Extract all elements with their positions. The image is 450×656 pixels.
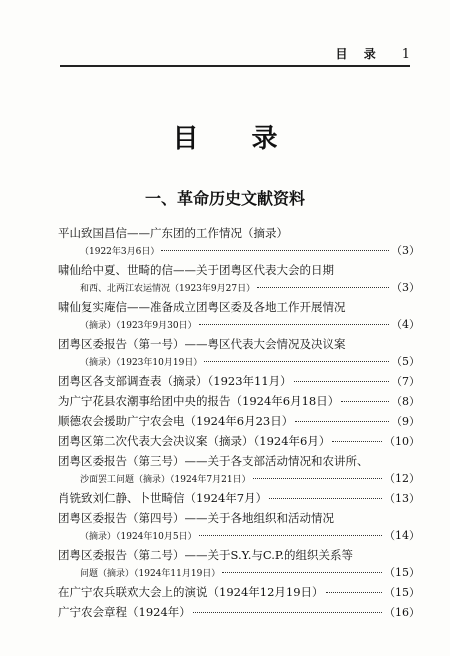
dot-leader [295, 420, 389, 422]
toc-page-number: （8） [391, 395, 420, 408]
toc-entry-continuation: 和西、北两江农运情况（1923年9月27日） [80, 284, 256, 294]
dot-leader [222, 571, 382, 573]
toc-entry[interactable] [58, 336, 420, 370]
toc-entry-title: 啸仙给中夏、世畸的信——关于团粤区代表大会的日期 [58, 263, 334, 277]
toc-entry-title: 团粤区委报告（第二号）——关于S.Y.与C.P.的组织关系等 [58, 548, 353, 562]
toc-entry[interactable] [58, 299, 420, 333]
toc-entry[interactable] [58, 225, 420, 259]
header-page-number: 1 [401, 47, 410, 62]
table-of-contents [58, 225, 420, 624]
toc-entry-continuation: （1922年3月6日） [80, 247, 160, 257]
toc-entry-title: 在广宁农兵联欢大会上的演说（1924年12月19日） [58, 585, 324, 599]
dot-leader [199, 534, 382, 536]
dot-leader [294, 380, 389, 382]
dot-leader [199, 323, 389, 325]
toc-page-number: （9） [391, 415, 420, 428]
dot-leader [253, 477, 382, 479]
dot-leader [204, 360, 389, 362]
toc-page-number: （15） [384, 566, 420, 579]
toc-entry[interactable] [58, 604, 420, 621]
page-title: 目 录 [172, 124, 300, 154]
dot-leader [341, 400, 389, 402]
dot-leader [257, 286, 389, 288]
toc-entry[interactable] [58, 393, 420, 410]
toc-entry-title: 平山致国昌信——广东团的工作情况（摘录） [58, 226, 288, 240]
toc-entry-title: 肖铣致刘仁静、卜世畸信（1924年7月） [58, 491, 268, 505]
toc-page-number: （14） [384, 529, 420, 542]
toc-entry[interactable] [58, 262, 420, 296]
running-header [60, 40, 410, 67]
toc-page-number: （3） [391, 244, 420, 257]
dot-leader [269, 497, 382, 499]
toc-page-number: （4） [391, 318, 420, 331]
toc-entry[interactable] [58, 373, 420, 390]
toc-page-number: （10） [384, 435, 420, 448]
toc-page-number: （13） [384, 492, 420, 505]
toc-page-number: （3） [391, 281, 420, 294]
toc-page-number: （16） [384, 606, 420, 619]
toc-page-number: （15） [384, 586, 420, 599]
toc-entry-title: 广宁农会章程（1924年） [58, 605, 191, 619]
toc-entry-title: 为广宁花县农潮事给团中央的报告（1924年6月18日） [58, 394, 340, 408]
header-title: 目 录 [335, 47, 382, 61]
dot-leader [332, 440, 382, 442]
toc-entry-title: 团粤区第二次代表大会决议案（摘录）（1924年6月） [58, 434, 331, 448]
toc-entry[interactable] [58, 453, 420, 487]
section-heading: 一、革命历史文献资料 [144, 189, 305, 208]
toc-entry-continuation: （摘录）（1923年9月30日） [80, 321, 197, 331]
toc-entry[interactable] [58, 490, 420, 507]
dot-leader [326, 591, 382, 593]
dot-leader [193, 611, 382, 613]
toc-entry-continuation: （摘录）（1924年10月5日） [80, 532, 197, 542]
toc-entry-title: 团粤区委报告（第一号）——粤区代表大会情况及决议案 [58, 337, 346, 351]
toc-page-number: （12） [384, 472, 420, 485]
toc-entry-continuation: 沙面罢工问题（摘录）（1924年7月21日） [80, 475, 251, 485]
toc-entry-title: 团粤区各支部调查表（摘录）（1923年11月） [58, 374, 292, 388]
toc-entry[interactable] [58, 547, 420, 581]
toc-entry-title: 啸仙复实庵信——准备成立团粤区委及各地工作开展情况 [58, 300, 346, 314]
toc-entry-title: 团粤区委报告（第三号）——关于各支部活动情况和农讲所、 [58, 454, 369, 468]
toc-entry-continuation: （摘录）（1923年10月19日） [80, 358, 203, 368]
dot-leader [161, 249, 389, 251]
toc-entry[interactable] [58, 433, 420, 450]
toc-page-number: （7） [391, 375, 420, 388]
toc-entry-continuation: 问题（摘录）（1924年11月19日） [80, 569, 221, 579]
toc-entry-title: 团粤区委报告（第四号）——关于各地组织和活动情况 [58, 511, 334, 525]
toc-entry[interactable] [58, 413, 420, 430]
toc-entry[interactable] [58, 510, 420, 544]
toc-page-number: （5） [391, 355, 420, 368]
toc-entry[interactable] [58, 584, 420, 601]
toc-entry-title: 顺德农会援助广宁农会电（1924年6月23日） [58, 414, 294, 428]
